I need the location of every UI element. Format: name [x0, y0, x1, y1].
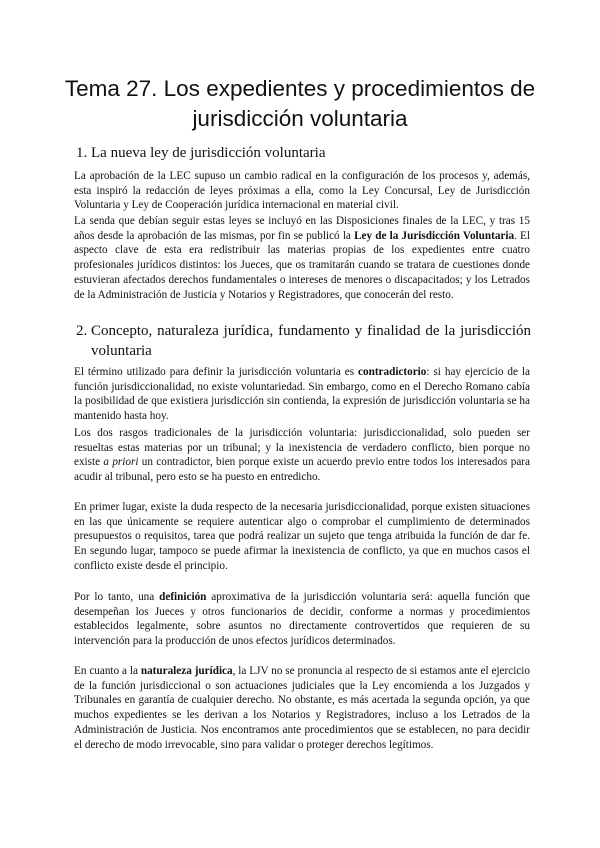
section-2-paragraph-3: En primer lugar, existe la duda respecto de la necesaria jurisdiccionalidad, porque existen situaciones en las que únicamente se requiere autenticar algo o comprobar el cumplimiento de determinados presupuestos o requisitos, tarea que podrá realizar un sujeto que tenga atribuida la función de dar fe. En segundo lugar, tampoco se puede afirmar la inexistencia de conflicto, ya que en muchos casos el conflicto existe desde el principio.	[74, 501, 530, 572]
section-1-heading	[76, 143, 531, 163]
section-1-paragraph-1: La aprobación de la LEC supuso un cambio radical en la configuración de los procesos y, además, esta inspiró la redacción de leyes próximas a ella, como la Ley Concursal, Ley de Jurisdicción Voluntaria y Ley de Cooperación jurídica internacional en material civil.	[74, 170, 530, 212]
section-1-heading-text: La nueva ley de jurisdicción voluntaria	[91, 145, 326, 161]
section-2-paragraph-4	[74, 590, 530, 649]
page-title	[40, 74, 560, 134]
title-line-1: Tema 27. Los expedientes y procedimientos de	[64, 76, 536, 101]
section-1-number: 1.	[76, 145, 88, 161]
text-run: La senda que debían seguir estas leyes se incluyó en las Disposiciones finales de la LEC, y tras 15 años desde la aprobación de las mismas, por fin se publicó la	[74, 215, 530, 242]
text-run: El término utilizado para definir la jurisdicción voluntaria es	[74, 366, 359, 378]
section-2-heading-text: Concepto, naturaleza jurídica, fundamento y finalidad de la jurisdicción voluntaria	[91, 323, 531, 359]
bold-term-contradictorio: contradictorio	[358, 366, 427, 378]
text-run: aproximativa de la jurisdicción voluntaria será: aquella función que desempeñan los Jueces y otros funcionarios de decidir, conforme a normas y procedimientos establecidos legalmente, sobre asuntos no directamente controvertidos que requieren de su intervención para la producción de unos efectos jurídicos determinados.	[74, 591, 530, 648]
section-2-paragraph-2	[74, 426, 530, 485]
section-2-number: 2.	[76, 323, 88, 339]
text-run: En cuanto a la	[74, 665, 141, 677]
bold-term-naturaleza-juridica: naturaleza jurídica	[140, 665, 233, 677]
text-run: un contradictor, bien porque existe un acuerdo previo entre todos los interesados para acudir al tribunal, pero esto se ha puesto en entredicho.	[74, 456, 530, 484]
text-run: : si hay ejercicio de la función jurisdiccionalidad, no existe voluntariedad. Sin embargo, como en el Derecho Romano cabía la posibilidad de que existiera jurisdicción sin contienda, la expresión de jurisdicción voluntaria se ha mantenido hasta hoy.	[74, 366, 530, 423]
section-2-paragraph-5	[74, 664, 530, 752]
text-run: Los dos rasgos tradicionales de la jurisdicción voluntaria: jurisdiccionalidad, solo pueden ser resueltas estas materias por un tribunal; y la inexistencia de verdadero conflicto, bien porque no existe	[74, 427, 530, 469]
section-2-paragraph-1	[74, 365, 530, 424]
bold-term-ljv: Ley de la Jurisdicción Voluntaria	[354, 229, 515, 242]
section-1-paragraph-2	[74, 214, 530, 302]
section-2-heading	[76, 321, 531, 361]
title-line-2: jurisdicción voluntaria	[192, 106, 408, 131]
text-run: Por lo tanto, una	[74, 591, 160, 603]
text-run: . El aspecto clave de esta era redistribuir las materias propias de los expedientes entre cuatro profesionales jurídicos distintos: los Jueces, que os tramitarán cuando se tratara de cuestiones donde estuvieran afectados derechos fundamentales o intereses de menores o discapacitados; y los Letrados de la Administración de Justicia y Notarios y Registradores, que conocerán del resto.	[74, 229, 531, 301]
text-run: , la LJV no se pronuncia al respecto de si estamos ante el ejercicio de la función jurisdiccional o son actuaciones judiciales que la Ley encomienda a los Juzgados y Tribunales en garantía de cualquier derecho. No obstante, es más acertada la segunda opción, ya que muchos expedientes se les derivan a los Notarios y Registradores, incluso a los Letrados de la Administración de Justicia. Nos encontramos ante procedimientos que se establecen, no para decidir el derecho de modo irrevocable, sino para validar o proteger derechos legítimos.	[74, 665, 530, 751]
bold-term-definicion: definición	[159, 591, 207, 603]
italic-term-a-priori: a priori	[103, 456, 139, 469]
